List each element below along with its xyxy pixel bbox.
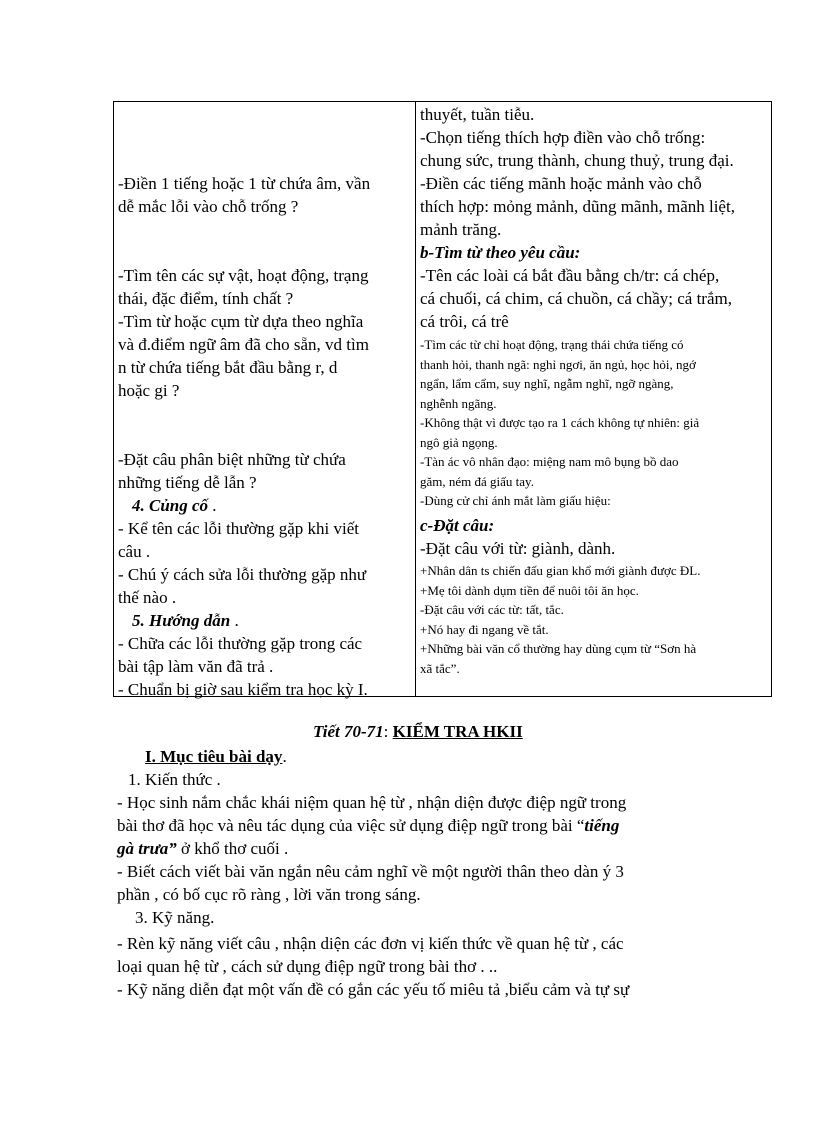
section-c-details: +Nhân dân ts chiến đấu gian khổ mới giành được ĐL. +Mẹ tôi dành dụm tiền để nuôi tôi ăn học. -Đặt câu với các từ: tất, tắc. +Nó hay đi ngang về tắt. +Những bài văn cổ thường hay dùng cụm từ “Sơn hà xã tắc”. xyxy=(420,563,701,676)
section-b-heading: b-Tìm từ theo yêu cầu: xyxy=(420,243,581,262)
lesson-title: Tiết 70-71: KIỂM TRA HKII xyxy=(313,722,523,741)
lesson-table xyxy=(113,101,772,697)
knowledge-line-5: phần , có bố cục rõ ràng , lời văn trong sáng. xyxy=(117,885,421,904)
consolidation-heading: 4. Củng cố . xyxy=(132,496,217,515)
skills-line-2: loại quan hệ từ , cách sử dụng điệp ngữ trong bài thơ . .. xyxy=(117,957,498,976)
skills-line-3: - Kỹ năng diễn đạt một vấn đề có gắn các yếu tố miêu tả ,biểu cảm và tự sự xyxy=(117,980,630,999)
section-c: c-Đặt câu: -Đặt câu với từ: giành, dành. xyxy=(420,514,769,560)
question-make-sentence: -Đặt câu phân biệt những từ chứa những tiếng dễ lẫn ? xyxy=(118,450,346,492)
knowledge-line-4: - Biết cách viết bài văn ngắn nêu cảm nghĩ về một người thân theo dàn ý 3 xyxy=(117,862,624,881)
consolidation-section: 4. Củng cố . - Kể tên các lỗi thường gặp khi viết câu . - Chú ý cách sửa lỗi thường gặp như thế nào . xyxy=(118,494,413,609)
skills-heading: 3. Kỹ năng. xyxy=(135,908,215,927)
knowledge-line-1: - Học sinh nắm chắc khái niệm quan hệ từ , nhận diện được điệp ngữ trong xyxy=(117,793,627,812)
guidance-section: 5. Hướng dẫn . - Chữa các lỗi thường gặp trong các bài tập làm văn đã trả . - Chuẩn bị giờ sau kiểm tra học kỳ I. xyxy=(118,609,413,701)
teacher-column xyxy=(114,102,416,697)
section-c-heading: c-Đặt câu: xyxy=(420,516,495,535)
question-find-words: -Tìm từ hoặc cụm từ dựa theo nghĩa và đ.điểm ngữ âm đã cho sẵn, vd tìm n từ chứa tiếng bắt đầu bằng r, d hoặc gi ? xyxy=(118,312,369,400)
question-find-names: -Tìm tên các sự vật, hoạt động, trạng thái, đặc điểm, tính chất ? xyxy=(118,266,369,308)
skills-line-1: - Rèn kỹ năng viết câu , nhận diện các đơn vị kiến thức về quan hệ từ , các xyxy=(117,934,624,953)
knowledge-line-3: gà trưa” ở khổ thơ cuối . xyxy=(117,839,289,858)
question-fill-blank: -Điền 1 tiếng hoặc 1 từ chứa âm, vần dễ mắc lỗi vào chỗ trống ? xyxy=(118,174,371,216)
section-b: b-Tìm từ theo yêu cầu: -Tên các loài cá bắt đầu bằng ch/tr: cá chép, cá chuối, cá chim, cá chuồn, cá chầy; cá trắm, cá trôi, cá trê xyxy=(420,241,769,333)
objective-heading: I. Mục tiêu bài dạy. xyxy=(145,747,287,766)
section-b-details: -Tìm các từ chỉ hoạt động, trạng thái chứa tiếng có thanh hỏi, thanh ngã: nghỉ ngơi, ăn ngủ, học hỏi, ngớ ngẩn, lẩm cẩm, suy nghĩ, ngẫm nghĩ, ngỡ ngàng, nghễnh ngãng. -Không thật vì được tạo ra 1 cách không tự nhiên: giả ngô giả ngọng. -Tàn ác vô nhân đạo: miệng nam mô bụng bồ dao găm, ném đá giấu tay. -Dùng cử chỉ ánh mắt làm giấu hiệu: xyxy=(420,337,700,508)
answer-fill-blank: thuyết, tuần tiễu. -Chọn tiếng thích hợp điền vào chỗ trống: chung sức, trung thành, chung thuỷ, trung đại. -Điền các tiếng mãnh hoặc mảnh vào chỗ thích hợp: mỏng mảnh, dũng mãnh, mãnh liệt, mảnh trăng. xyxy=(420,105,735,239)
knowledge-heading: 1. Kiến thức . xyxy=(128,770,221,789)
student-column xyxy=(416,102,772,697)
knowledge-line-2: bài thơ đã học và nêu tác dụng của việc sử dụng điệp ngữ trong bài “tiếng xyxy=(117,816,620,835)
guidance-heading: 5. Hướng dẫn . xyxy=(132,611,239,630)
